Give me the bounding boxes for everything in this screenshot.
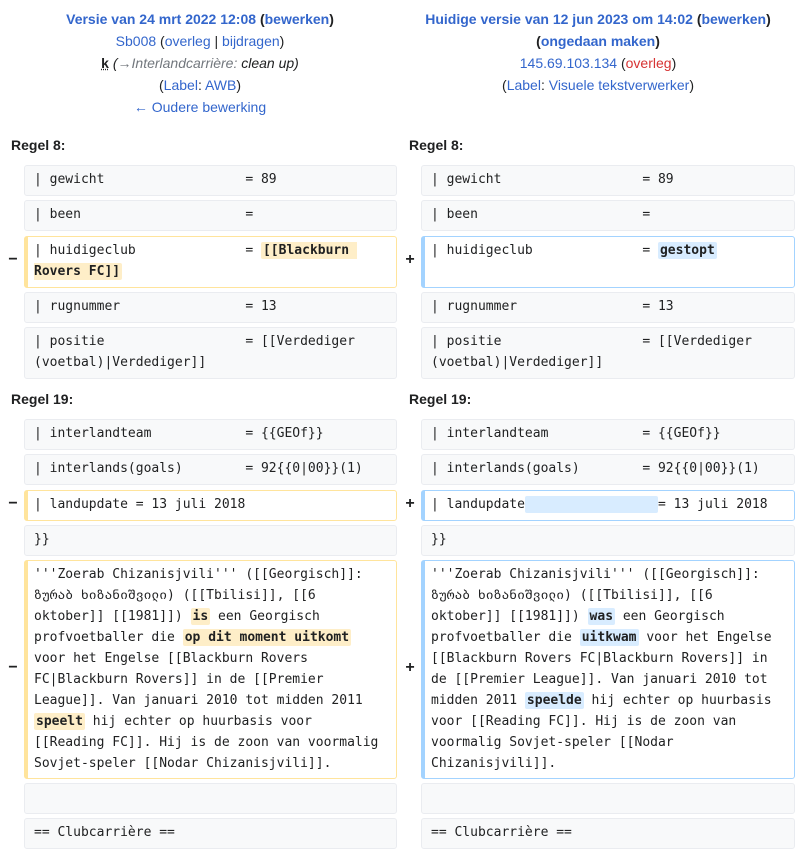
new-user-talk-link[interactable]: overleg xyxy=(625,55,672,71)
undo-link[interactable]: ongedaan maken xyxy=(540,33,656,49)
deleted-paragraph-text: '''Zoerab Chizanisjvili''' ([[Georgisch]]: ზურაბ ხიზანიშვილი) ([[Tbilisi]], [[6 oktober]] [[1981]]) xyxy=(34,567,371,624)
empty-context-row-right xyxy=(421,783,795,814)
minor-edit-flag: k xyxy=(101,55,109,71)
deleted-word-highlight: op dit moment uitkomt xyxy=(184,630,350,645)
section-arrow-link[interactable]: → xyxy=(117,55,132,71)
context-row-left: | gewicht = 89 xyxy=(24,165,397,196)
deleted-paragraph xyxy=(24,560,397,779)
context-row-right: | rugnummer = 13 xyxy=(421,292,795,323)
added-row xyxy=(421,236,795,288)
added-row-text: | landupdate xyxy=(431,497,525,512)
added-line-marker: + xyxy=(405,659,415,676)
context-row-left: | interlandteam = {{GEOf}} xyxy=(24,419,397,450)
deleted-paragraph-text: hij echter op huurbasis voor [[Reading FC]]. Hij is de zoon van voormalig Sovjet-speler [[Nodar Chizanisjvili]]. xyxy=(34,714,387,771)
new-line-heading: Regel 8: xyxy=(409,137,464,153)
old-user-link[interactable]: Sb008 xyxy=(115,33,157,49)
deleted-line-marker: − xyxy=(8,495,18,512)
edit-summary-text: clean up) xyxy=(241,55,299,71)
added-paragraph-text: een Georgisch profvoetballer die xyxy=(431,609,733,645)
deleted-row xyxy=(24,236,397,288)
added-line-marker: + xyxy=(405,495,415,512)
context-row-left: == Clubcarrière == xyxy=(24,818,397,849)
added-word-highlight: speelde xyxy=(526,693,582,708)
deleted-paragraph-text: een Georgisch profvoetballer die xyxy=(34,609,328,645)
added-paragraph xyxy=(421,560,795,779)
added-word-highlight: uitkwam xyxy=(581,630,637,645)
old-revision-link[interactable]: Versie van 24 mrt 2022 12:08 xyxy=(66,11,257,27)
older-edit-link[interactable]: ← Oudere bewerking xyxy=(133,99,267,115)
old-line-heading: Regel 8: xyxy=(11,137,66,153)
context-row-left: | positie = [[Verdediger (voetbal)|Verdediger]] xyxy=(24,327,397,379)
context-row-left: | interlands(goals) = 92{{0|00}}(1) xyxy=(24,454,397,485)
new-user-link[interactable]: 145.69.103.134 xyxy=(519,55,618,71)
old-user-talk-link[interactable]: overleg xyxy=(164,33,211,49)
deleted-word-highlight: is xyxy=(192,609,209,624)
added-word-highlight: gestopt xyxy=(659,243,715,258)
added-paragraph-text: hij echter op huurbasis voor [[Reading FC]]. Hij is de zoon van voormalig Sovjet-speler [[Nodar Chizanisjvili]]. xyxy=(431,693,780,771)
context-row-right: == Clubcarrière == xyxy=(421,818,795,849)
added-row-text-end: = 13 juli 2018 xyxy=(657,497,768,512)
deleted-word-highlight: speelt xyxy=(36,714,83,729)
context-row-right: | been = xyxy=(421,200,795,231)
added-row-text: | huidigeclub = xyxy=(431,243,658,258)
old-edit-link[interactable]: bewerken xyxy=(264,11,330,27)
added-word-highlight: was xyxy=(589,609,614,624)
added-paragraph-text: '''Zoerab Chizanisjvili''' ([[Georgisch]]: ზურაბ ხიზანიშვილი) ([[Tbilisi]], [[6 oktober]] [[1981]]) xyxy=(431,567,768,624)
deleted-line-marker: − xyxy=(8,251,18,268)
empty-context-row-left xyxy=(24,783,397,814)
new-revision-link[interactable]: Huidige versie van 12 jun 2023 om 14:02 xyxy=(425,11,693,27)
context-row-right: | interlandteam = {{GEOf}} xyxy=(421,419,795,450)
deleted-row: | landupdate = 13 juli 2018 xyxy=(24,490,397,521)
new-line-heading: Regel 19: xyxy=(409,391,472,407)
deleted-row-text: | huidigeclub = xyxy=(34,243,261,258)
old-line-heading: Regel 19: xyxy=(11,391,74,407)
added-paragraph-text: voor het Engelse [[Blackburn Rovers FC|Blackburn Rovers]] in de [[Premier League]]. Van januari 2010 tot midden 2011 xyxy=(431,630,780,708)
context-row-left: }} xyxy=(24,525,397,556)
context-row-right: | positie = [[Verdediger (voetbal)|Verdediger]] xyxy=(421,327,795,379)
old-label-link[interactable]: Label xyxy=(163,77,198,93)
context-row-right: | interlands(goals) = 92{{0|00}}(1) xyxy=(421,454,795,485)
deleted-paragraph-text: voor het Engelse [[Blackburn Rovers FC|Blackburn Rovers]] in de [[Premier League]]. Van januari 2010 tot midden 2011 xyxy=(34,630,371,708)
old-user-contribs-link[interactable]: bijdragen xyxy=(222,33,280,49)
context-row-left: | rugnummer = 13 xyxy=(24,292,397,323)
old-label-value[interactable]: AWB xyxy=(204,77,237,93)
deleted-line-marker: − xyxy=(8,659,18,676)
new-edit-link[interactable]: bewerken xyxy=(701,11,767,27)
context-row-left: | been = xyxy=(24,200,397,231)
added-row xyxy=(421,490,795,521)
added-line-marker: + xyxy=(405,251,415,268)
edit-summary-section: Interlandcarrière: xyxy=(131,55,238,71)
new-label-link[interactable]: Label xyxy=(506,77,541,93)
context-row-right: | gewicht = 89 xyxy=(421,165,795,196)
added-whitespace-highlight xyxy=(525,496,658,513)
context-row-right: }} xyxy=(421,525,795,556)
new-label-value[interactable]: Visuele tekstverwerker xyxy=(548,77,690,93)
old-revision-header: Versie van 24 mrt 2022 12:08 (bewerken) Sb008 (overleg | bijdragen) k (→Interlandcarrière: clean up) (Label: AWB) ← Oudere bewerking xyxy=(66,11,334,115)
deleted-word-highlight: [[Blackburn Rovers FC]] xyxy=(34,243,357,279)
new-revision-header: Huidige versie van 12 jun 2023 om 14:02 (bewerken) (ongedaan maken) 145.69.103.134 (overleg) (Label: Visuele tekstverwerker) xyxy=(425,11,771,93)
